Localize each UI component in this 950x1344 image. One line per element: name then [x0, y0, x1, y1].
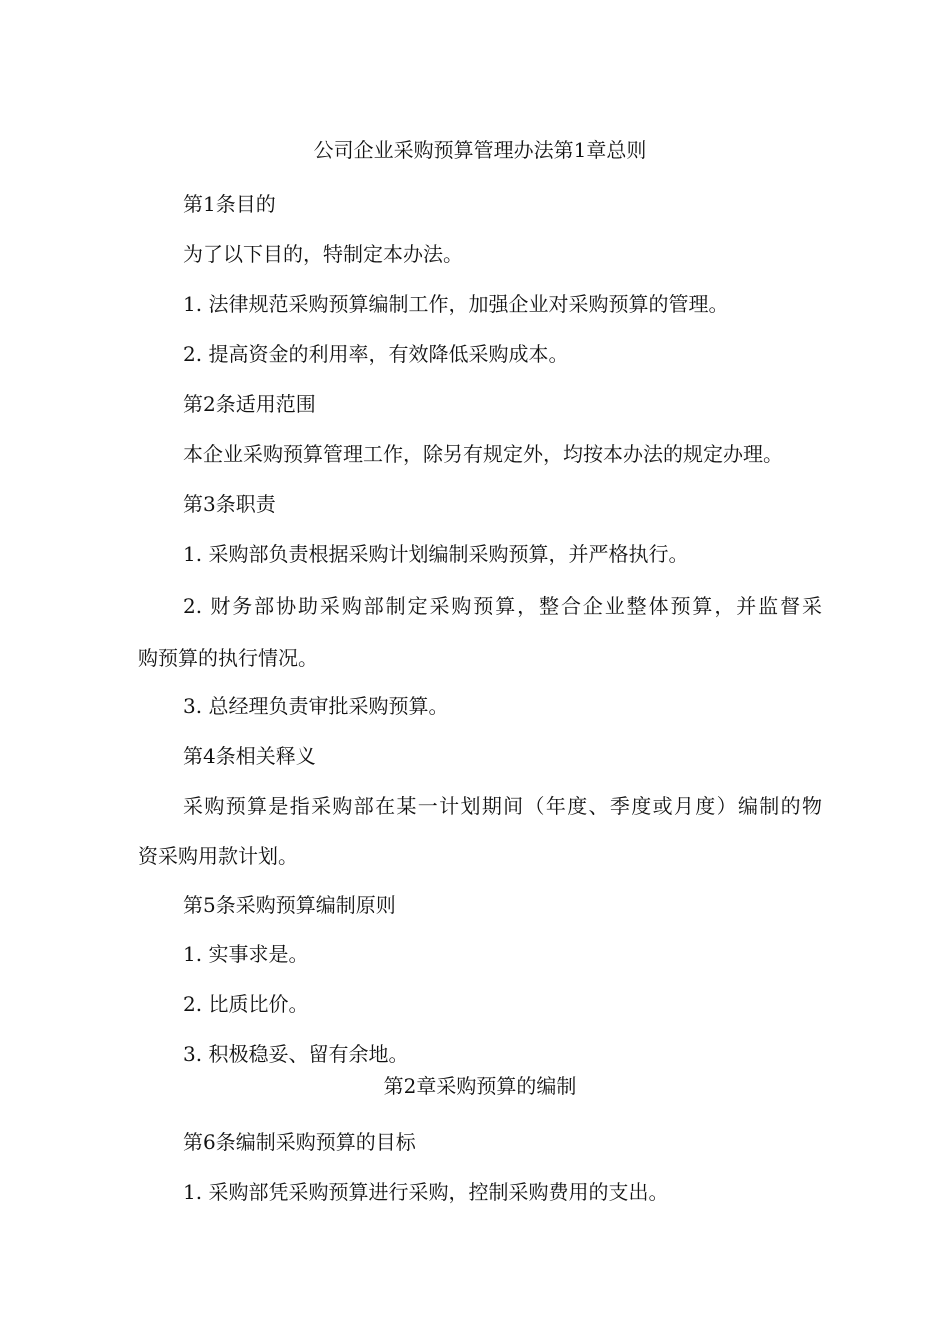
- list-item: 2. 财务部协助采购部制定采购预算，整合企业整体预算，并监督采: [183, 594, 822, 618]
- list-item: 1. 法律规范采购预算编制工作，加强企业对采购预算的管理。: [183, 292, 729, 316]
- chapter-2-title: 第2章采购预算的编制: [383, 1074, 577, 1098]
- list-item: 1. 采购部凭采购预算进行采购，控制采购费用的支出。: [183, 1180, 669, 1204]
- article-1-heading: 第1条目的: [183, 192, 276, 216]
- list-item: 2. 提高资金的利用率，有效降低采购成本。: [183, 342, 569, 366]
- list-item: 3. 总经理负责审批采购预算。: [183, 694, 449, 718]
- paragraph: 本企业采购预算管理工作，除另有规定外，均按本办法的规定办理。: [183, 442, 783, 466]
- article-3-heading: 第3条职责: [183, 492, 276, 516]
- list-item: 1. 实事求是。: [183, 942, 309, 966]
- article-2-heading: 第2条适用范围: [183, 392, 316, 416]
- list-item: 3. 积极稳妥、留有余地。: [183, 1042, 409, 1066]
- article-5-heading: 第5条采购预算编制原则: [183, 893, 396, 917]
- article-4-heading: 第4条相关释义: [183, 744, 316, 768]
- list-item: 2. 比质比价。: [183, 992, 309, 1016]
- article-6-heading: 第6条编制采购预算的目标: [183, 1130, 416, 1154]
- document-title: 公司企业采购预算管理办法第1章总则: [313, 138, 647, 162]
- list-item: 1. 采购部负责根据采购计划编制采购预算，并严格执行。: [183, 542, 689, 566]
- paragraph: 采购预算是指采购部在某一计划期间（年度、季度或月度）编制的物: [183, 794, 822, 818]
- paragraph-continuation: 资采购用款计划。: [138, 844, 298, 868]
- list-item-continuation: 购预算的执行情况。: [138, 646, 318, 670]
- paragraph: 为了以下目的，特制定本办法。: [183, 242, 463, 266]
